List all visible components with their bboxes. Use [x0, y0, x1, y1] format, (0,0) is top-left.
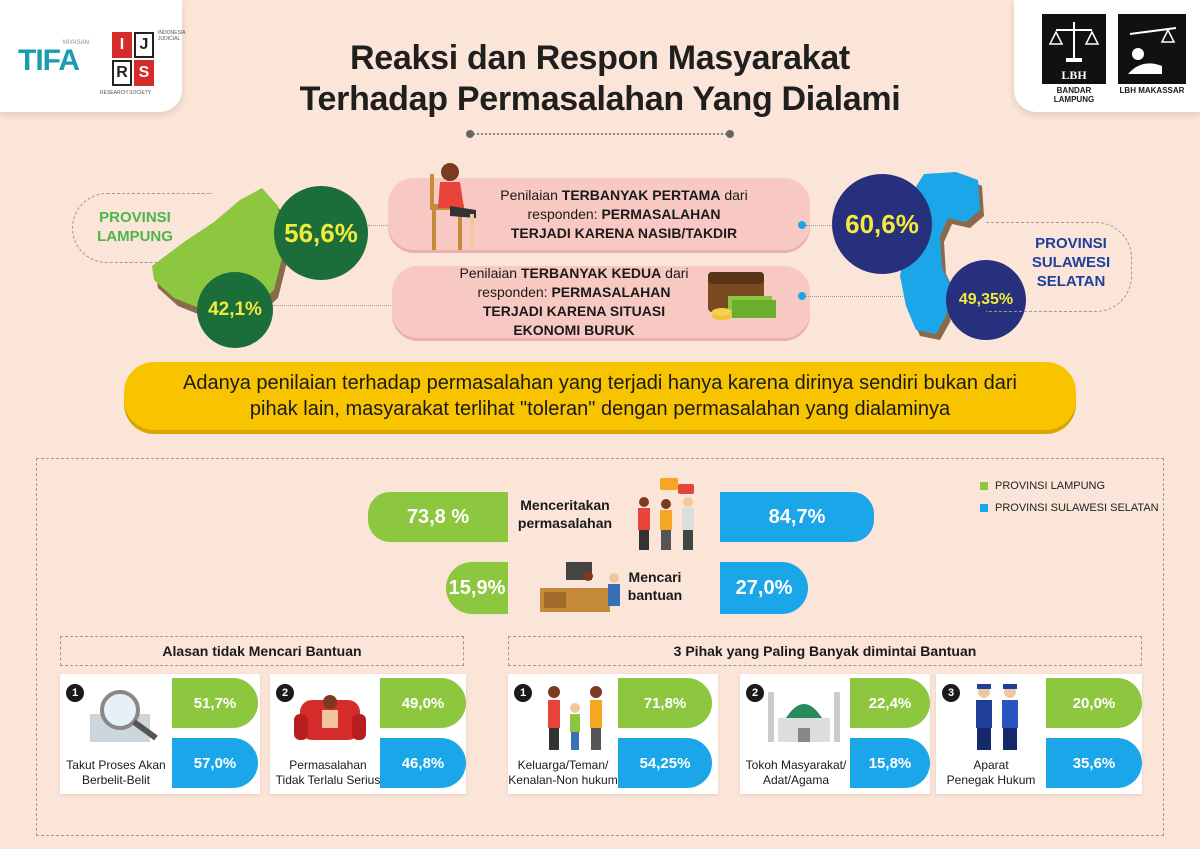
lbh-makassar-sub: LBH MAKASSAR: [1119, 86, 1185, 95]
legend-lampung: PROVINSI LAMPUNG: [980, 480, 1105, 492]
helper-label-2: Tokoh Masyarakat/ Adat/Agama: [745, 758, 847, 787]
people-talking-icon: [622, 476, 712, 552]
page-title: Reaksi dan Respon Masyarakat Terhadap Permasalahan Yang Dialami: [299, 39, 901, 118]
reason-1-sulsel: 57,0%: [172, 738, 258, 788]
sulsel-second-pct: 49,35%: [946, 260, 1026, 340]
tifa-small-text: YAYASAN: [62, 40, 90, 46]
helper-2-sulsel: 15,8%: [850, 738, 930, 788]
assessment-first: Penilaian TERBANYAK PERTAMA dari responden: PERMASALAHAN TERJADI KARENA NASIB/TAKDIR: [388, 178, 810, 250]
reason-2-sulsel: 46,8%: [380, 738, 466, 788]
response-help-lampung: 15,9%: [446, 562, 508, 614]
woman-chair-icon: [420, 160, 490, 252]
lbh-bandar-lampung-sub: BANDAR LAMPUNG: [1053, 86, 1095, 104]
legend-sulsel: PROVINSI SULAWESI SELATAN: [980, 502, 1159, 514]
armchair-person-icon: [292, 682, 372, 748]
conclusion-banner: Adanya penilaian terhadap permasalahan yang terjadi hanya karena dirinya sendiri bukan dari pihak lain, masyarakat terlihat "toleran" dengan permasalahan yang dialaminya: [124, 362, 1076, 430]
reason-2-lampung: 49,0%: [380, 678, 466, 728]
lbh-makassar-logo: [1118, 14, 1186, 84]
ijrs-logo: I J R S: [112, 32, 156, 86]
reason-1-lampung: 51,7%: [172, 678, 258, 728]
sulsel-label: PROVINSI SULAWESI SELATAN: [1031, 235, 1111, 290]
scales-person-icon: [1118, 14, 1186, 84]
lampung-label: PROVINSI LAMPUNG: [97, 209, 173, 245]
response-tell-lampung: 73,8 %: [368, 492, 508, 542]
sulsel-connector-1: [806, 225, 834, 226]
lbh-bandar-lampung-logo: LBH: [1042, 14, 1106, 84]
tifa-logo: TIFA: [18, 44, 79, 77]
helper-number-1: 1: [514, 684, 532, 702]
scales-icon: [1042, 14, 1106, 70]
family-icon: [540, 682, 614, 752]
helper-number-2: 2: [746, 684, 764, 702]
helper-label-3: Aparat Penegak Hukum: [946, 758, 1036, 787]
ijrs-top-text: INDONESIA JUDICIAL: [158, 30, 186, 42]
mosque-icon: [764, 682, 844, 752]
reason-number-1: 1: [66, 684, 84, 702]
lampung-first-pct: 56,6%: [274, 186, 368, 280]
partner-logos-left: [0, 0, 186, 112]
response-help-label: Mencari bantuan: [627, 569, 683, 603]
helper-label-1: Keluarga/Teman/ Kenalan-Non hukum: [508, 758, 618, 787]
wallet-money-icon: [700, 268, 790, 328]
reason-label-2: Permasalahan Tidak Terlalu Serius: [275, 758, 381, 787]
helper-1-lampung: 71,8%: [618, 678, 712, 728]
partner-logos-right: [1014, 0, 1200, 112]
lampung-second-pct: 42,1%: [197, 272, 273, 348]
reason-label-1: Takut Proses Akan Berbelit-Belit: [66, 758, 166, 787]
reasons-title: Alasan tidak Mencari Bantuan: [60, 636, 464, 666]
assessment-second: Penilaian TERBANYAK KEDUA dari responden: PERMASALAHAN TERJADI KARENA SITUASI EKONOMI BURUK: [392, 266, 810, 338]
sulsel-node-1: [798, 221, 806, 229]
helper-1-sulsel: 54,25%: [618, 738, 712, 788]
lampung-connector-2: [273, 305, 401, 306]
response-tell-label: Menceritakan permasalahan: [517, 497, 613, 531]
helper-3-sulsel: 35,6%: [1046, 738, 1142, 788]
ijrs-bottom-text: RESEARCH SOCIETY: [100, 90, 152, 96]
response-tell-sulsel: 84,7%: [720, 492, 874, 542]
helper-3-lampung: 20,0%: [1046, 678, 1142, 728]
police-icon: [962, 682, 1032, 752]
response-help-sulsel: 27,0%: [720, 562, 808, 614]
helpers-title: 3 Pihak yang Paling Banyak dimintai Bantuan: [508, 636, 1142, 666]
helper-2-lampung: 22,4%: [850, 678, 930, 728]
sulsel-node-2: [798, 292, 806, 300]
magnifier-icon: [80, 684, 170, 746]
sulsel-first-pct: 60,6%: [832, 174, 932, 274]
helper-number-3: 3: [942, 684, 960, 702]
title-divider: [470, 133, 730, 135]
help-desk-icon: [536, 556, 626, 620]
reason-number-2: 2: [276, 684, 294, 702]
